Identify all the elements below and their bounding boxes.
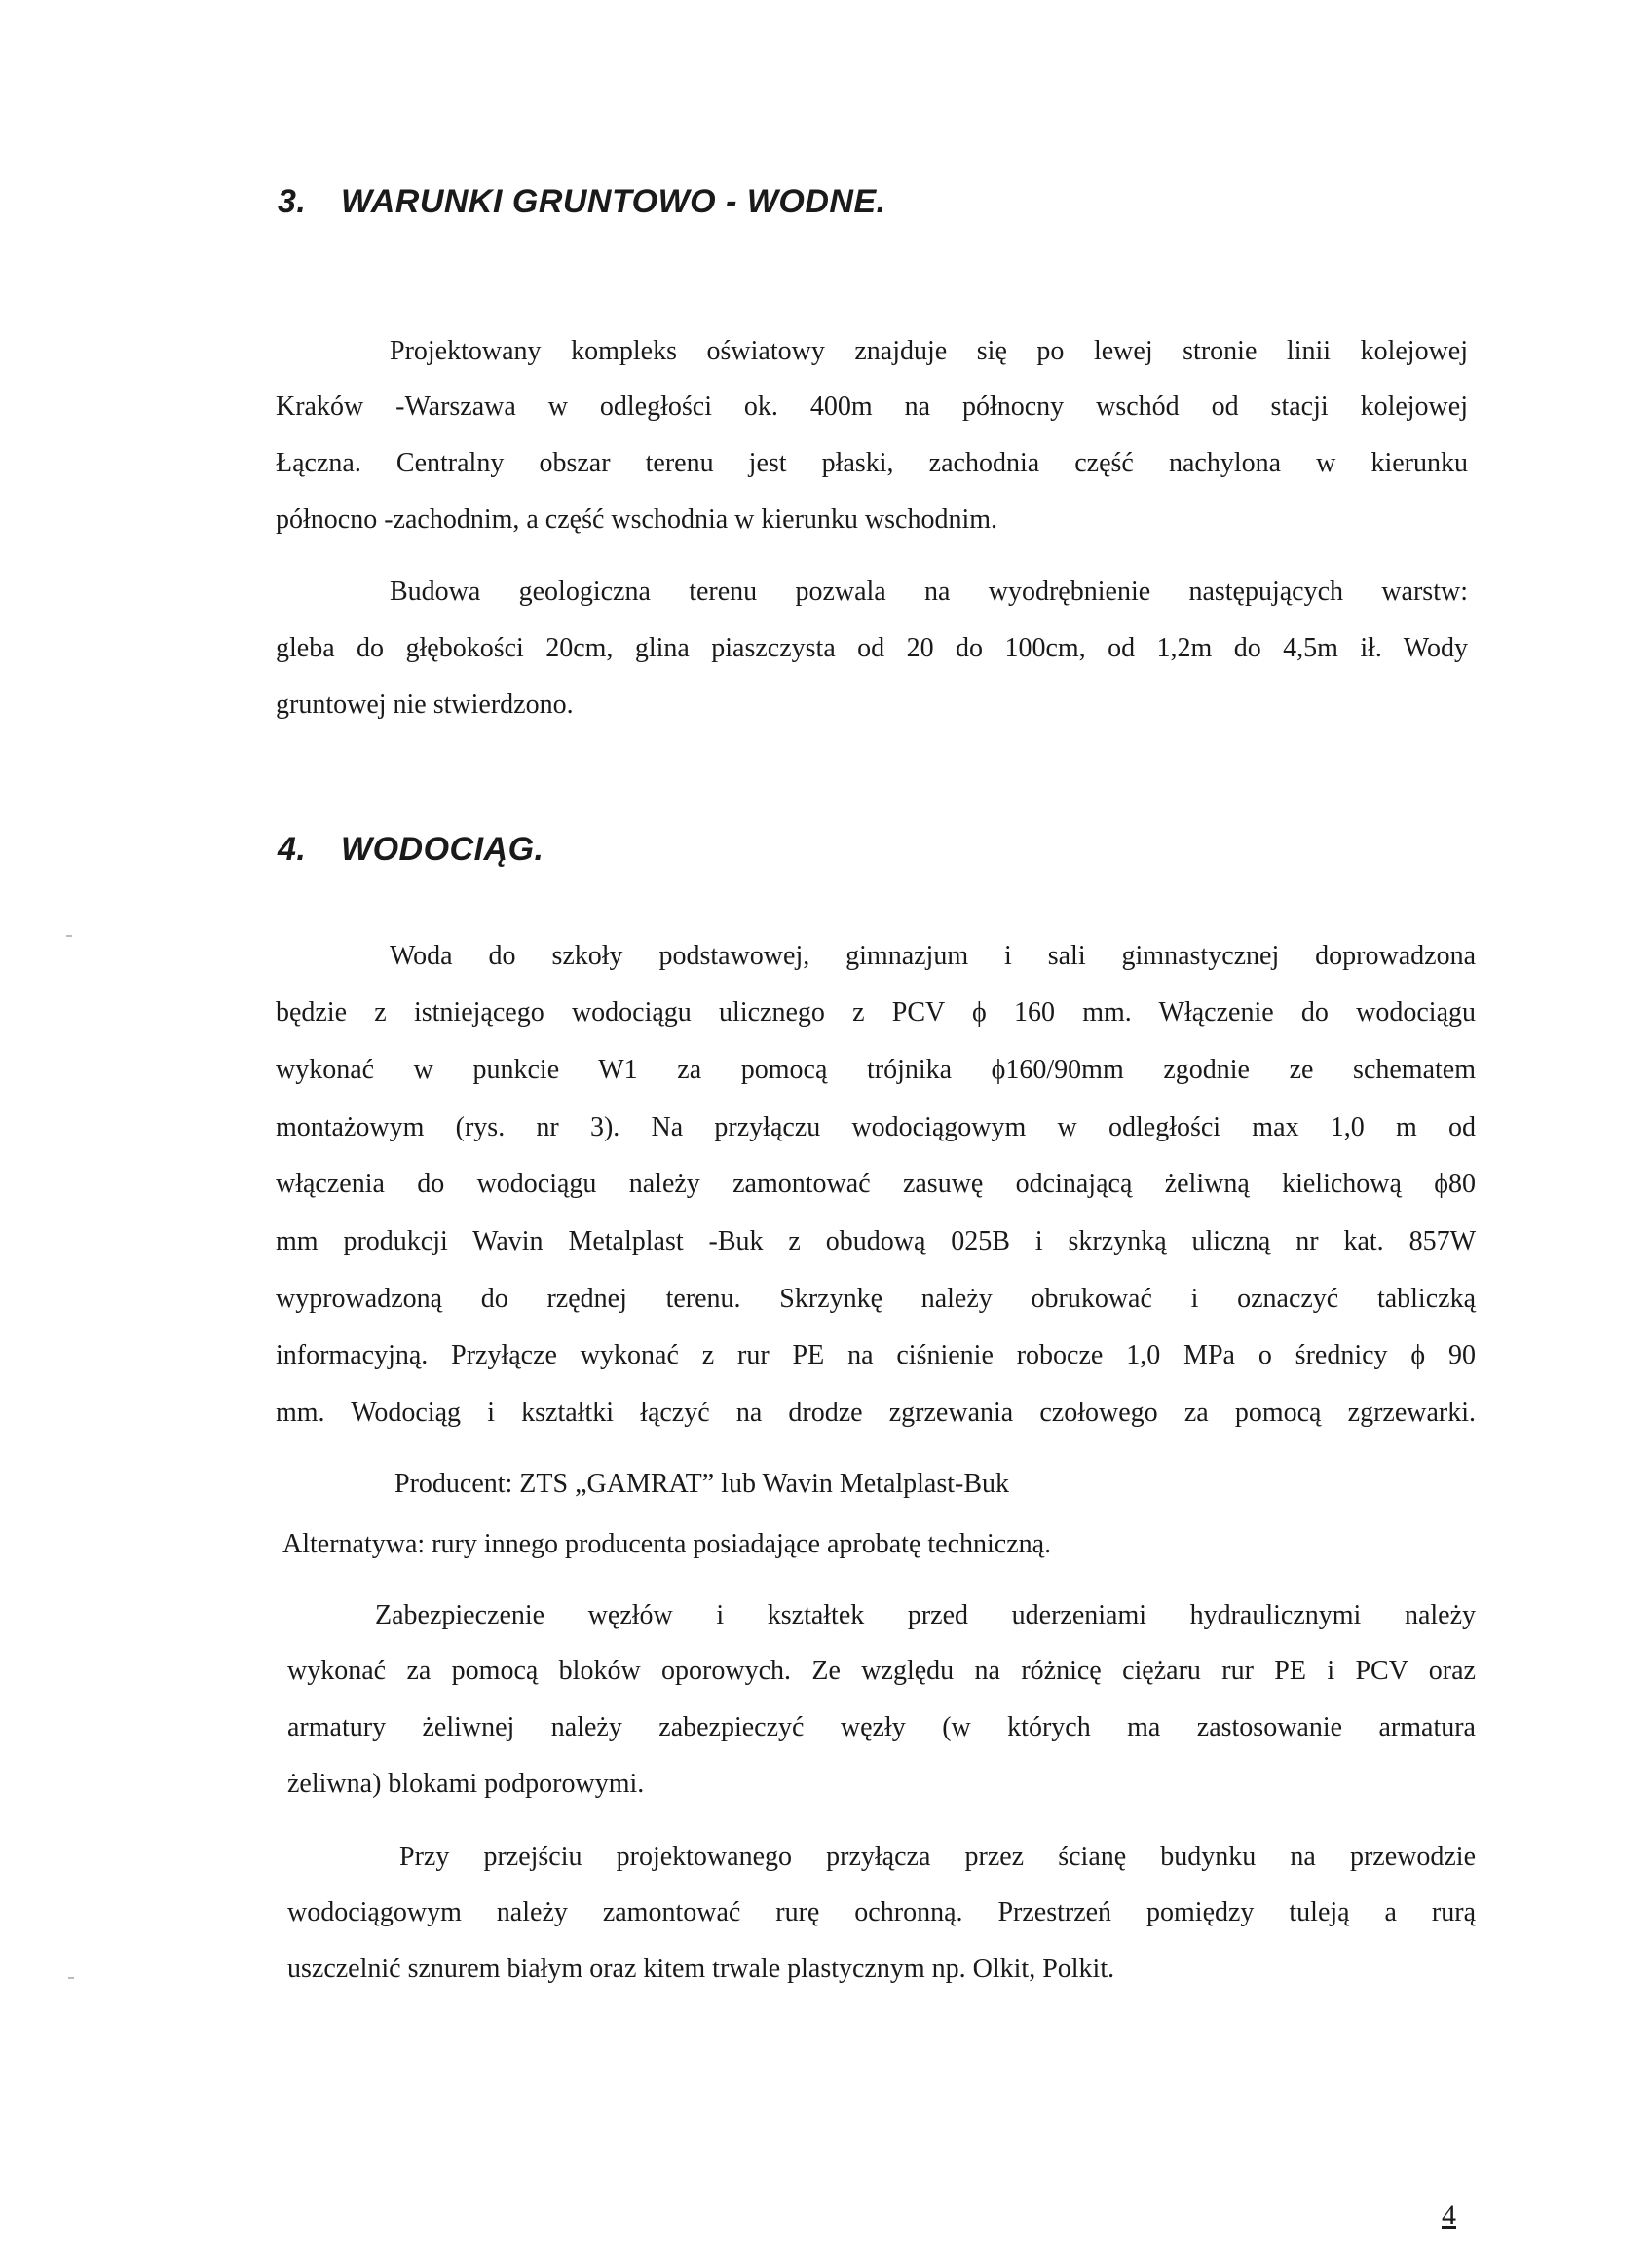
paragraph-line: wyprowadzoną do rzędnej terenu. Skrzynkę należy obrukować i oznaczyć tabliczką [276, 1284, 1476, 1314]
paragraph-line: żeliwna) blokami podporowymi. [287, 1769, 645, 1799]
paragraph-line: wykonać w punkcie W1 za pomocą trójnika ϕ160/90mm zgodnie ze schematem [276, 1055, 1476, 1085]
scan-speck [66, 935, 72, 937]
paragraph-line: uszczelnić sznurem białym oraz kitem trwale plastycznym np. Olkit, Polkit. [287, 1954, 1115, 1984]
paragraph-line: Woda do szkoły podstawowej, gimnazjum i sali gimnastycznej doprowadzona [390, 941, 1476, 971]
section-4-number: 4. [278, 831, 307, 868]
paragraph-line: północno -zachodnim, a część wschodnia w kierunku wschodnim. [276, 505, 998, 535]
section-3-number: 3. [278, 183, 307, 220]
producer-line: Producent: ZTS „GAMRAT” lub Wavin Metalplast-Buk [394, 1469, 1010, 1499]
paragraph-line: mm produkcji Wavin Metalplast -Buk z obudową 025B i skrzynką uliczną nr kat. 857W [276, 1226, 1476, 1256]
paragraph-line: Łączna. Centralny obszar terenu jest płaski, zachodnia część nachylona w kierunku [276, 448, 1468, 478]
paragraph-line: będzie z istniejącego wodociągu ulicznego z PCV ϕ 160 mm. Włączenie do wodociągu [276, 997, 1476, 1028]
scan-speck [68, 1977, 74, 1979]
section-3-title: WARUNKI GRUNTOWO - WODNE. [341, 183, 886, 220]
paragraph-line: gruntowej nie stwierdzono. [276, 690, 574, 720]
section-4-title: WODOCIĄG. [341, 831, 544, 868]
paragraph-line: montażowym (rys. nr 3). Na przyłączu wodociągowym w odległości max 1,0 m od [276, 1112, 1476, 1142]
paragraph-line: Przy przejściu projektowanego przyłącza przez ścianę budynku na przewodzie [399, 1842, 1476, 1872]
paragraph-line: wykonać za pomocą bloków oporowych. Ze względu na różnicę ciężaru rur PE i PCV oraz [287, 1656, 1476, 1686]
paragraph-line: gleba do głębokości 20cm, glina piaszczysta od 20 do 100cm, od 1,2m do 4,5m ił. Wody [276, 633, 1468, 663]
paragraph-line: Budowa geologiczna terenu pozwala na wyodrębnienie następujących warstw: [390, 577, 1468, 607]
paragraph-line: Kraków -Warszawa w odległości ok. 400m na północny wschód od stacji kolejowej [276, 392, 1468, 422]
alternative-line: Alternatywa: rury innego producenta posiadające aprobatę techniczną. [282, 1529, 1052, 1559]
section-3-heading [278, 183, 886, 221]
paragraph-line: Projektowany kompleks oświatowy znajduje się po lewej stronie linii kolejowej [390, 336, 1468, 366]
page-number: 4 [1442, 2199, 1456, 2231]
section-4-heading [278, 831, 544, 869]
paragraph-line: włączenia do wodociągu należy zamontować zasuwę odcinającą żeliwną kielichową ϕ80 [276, 1169, 1476, 1199]
paragraph-line: armatury żeliwnej należy zabezpieczyć węzły (w których ma zastosowanie armatura [287, 1712, 1476, 1742]
paragraph-line: wodociągowym należy zamontować rurę ochronną. Przestrzeń pomiędzy tuleją a rurą [287, 1897, 1476, 1927]
paragraph-line: Zabezpieczenie węzłów i kształtek przed uderzeniami hydraulicznymi należy [375, 1600, 1476, 1630]
paragraph-line: informacyjną. Przyłącze wykonać z rur PE na ciśnienie robocze 1,0 MPa o średnicy ϕ 90 [276, 1340, 1476, 1370]
paragraph-line: mm. Wodociąg i kształtki łączyć na drodze zgrzewania czołowego za pomocą zgrzewarki. [276, 1398, 1476, 1428]
